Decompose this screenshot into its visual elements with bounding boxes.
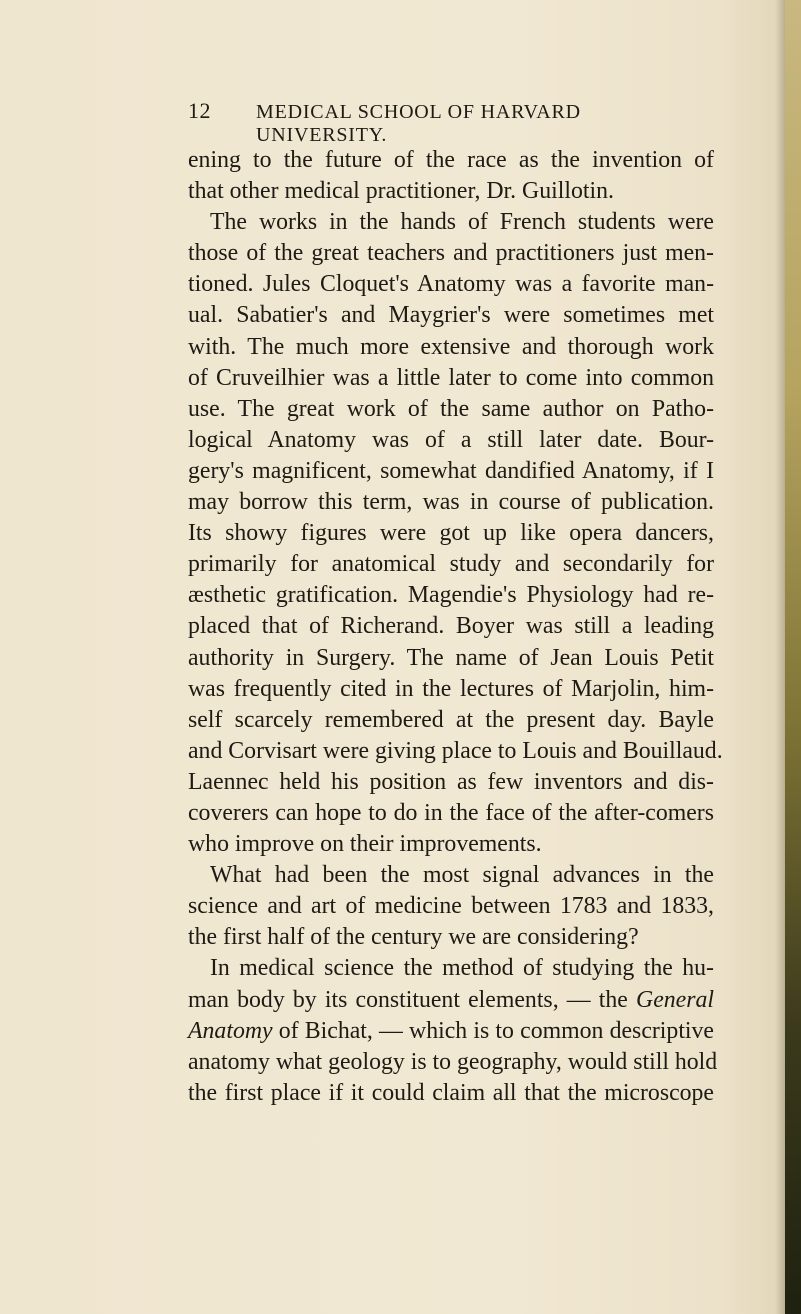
running-head: MEDICAL SCHOOL OF HARVARD UNIVERSITY. [256,101,581,146]
text-line: who improve on their improvements. [188,831,542,858]
text-line-with-italic [188,985,714,1016]
text-line: logical Anatomy was of a still later date. Bour- [188,426,714,453]
page-number: 12 [188,98,211,123]
text-line: and Corvisart were giving place to Louis and Bouillaud. [188,737,723,764]
text-line: of Cruveilhier was a little later to come into common [188,364,714,391]
text-line: was frequently cited in the lectures of Marjolin, him- [188,675,714,702]
text-line: ual. Sabatier's and Maygrier's were sometimes met [188,302,714,329]
text-line: authority in Surgery. The name of Jean Louis Petit [188,644,714,671]
page-edge-shadow [775,0,785,1314]
text-line: may borrow this term, was in course of publication. [188,489,714,516]
text-line: the first half of the century we are considering? [188,924,639,951]
text-run: man body by its constituent elements, — the [188,986,637,1013]
text-line: use. The great work of the same author on Patho- [188,395,714,422]
text-line: The works in the hands of French students were [210,209,714,236]
italic-term: Anatomy [188,1017,273,1044]
text-line: with. The much more extensive and thorough work [188,333,714,360]
text-line: placed that of Richerand. Boyer was still a leading [188,613,714,640]
body-text [188,145,723,1109]
text-line: In medical science the method of studying the hu- [210,955,714,982]
text-line: anatomy what geology is to geography, would still hold [188,1048,718,1075]
text-line: those of the great teachers and practitioners just men- [188,240,714,267]
text-line: coverers can hope to do in the face of the after-comers [188,799,714,826]
italic-term: General [636,986,714,1013]
text-line: ening to the future of the race as the invention of [188,147,714,173]
text-line: What had been the most signal advances in the [210,862,714,889]
text-line: Its showy figures were got up like opera dancers, [188,520,714,547]
text-line-with-italic [188,1016,714,1047]
text-run: of Bichat, — which is to common descriptive [272,1017,714,1044]
page-header [188,98,714,146]
book-edge [785,0,801,1314]
text-line: primarily for anatomical study and secondarily for [188,551,714,578]
text-line: Laennec held his position as few inventors and dis- [188,768,714,795]
text-line: that other medical practitioner, Dr. Guillotin. [188,178,614,205]
text-line: self scarcely remembered at the present day. Bayle [188,706,714,733]
text-line: science and art of medicine between 1783 and 1833, [188,893,714,920]
text-line: the first place if it could claim all that the microscope [188,1079,714,1106]
text-line: æsthetic gratification. Magendie's Physiology had re- [188,582,714,609]
text-line: tioned. Jules Cloquet's Anatomy was a favorite man- [188,271,714,298]
text-line: gery's magnificent, somewhat dandified Anatomy, if I [188,457,714,484]
